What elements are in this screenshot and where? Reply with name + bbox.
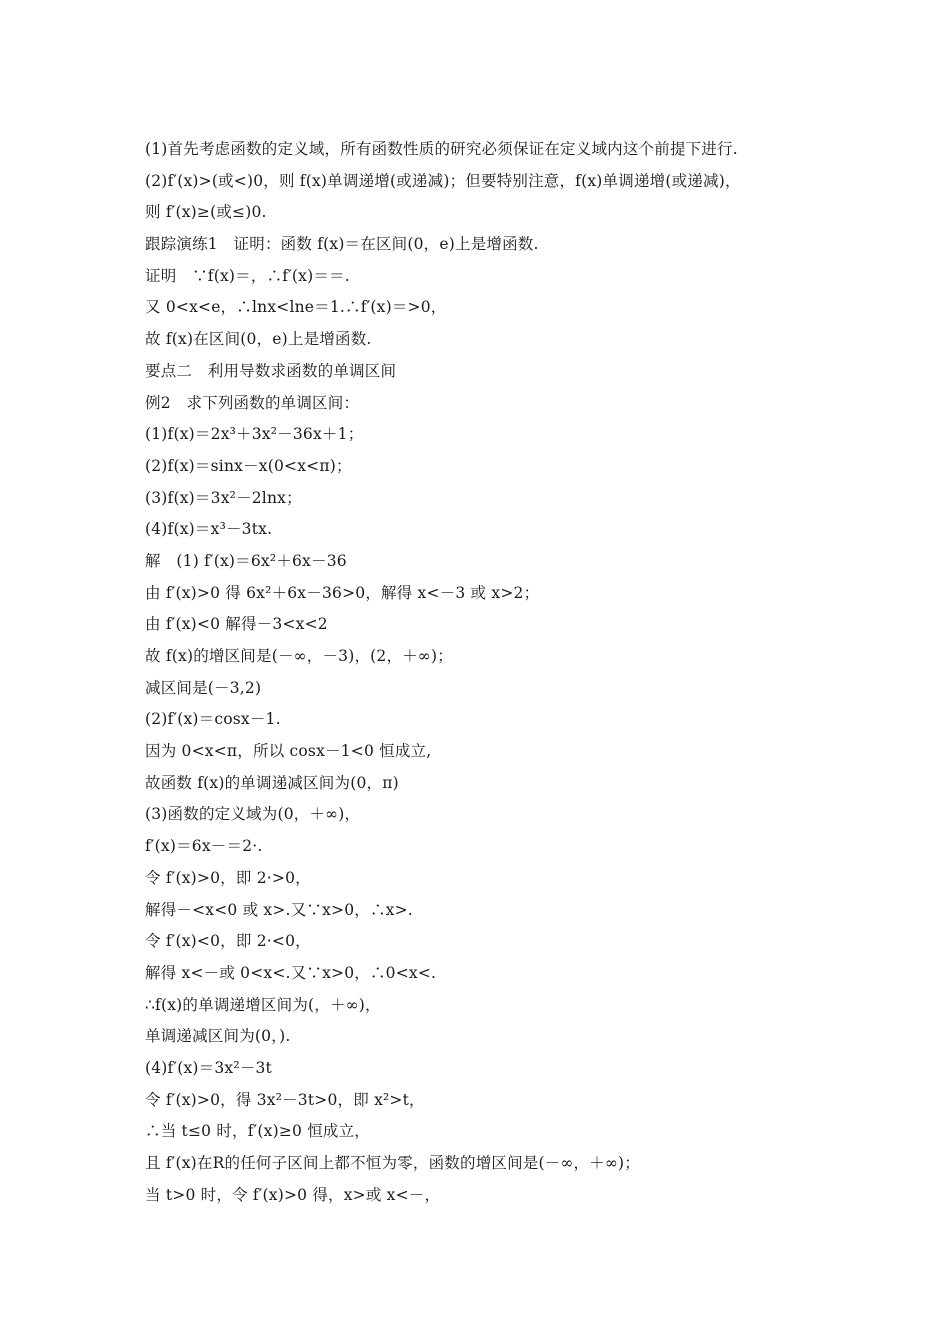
- text-line: (2)f′(x)＝cosx－1.: [145, 710, 281, 729]
- text-line: (4)f(x)＝x³－3tx.: [145, 520, 273, 539]
- text-line: 故 f(x)在区间(0，e)上是增函数.: [145, 330, 372, 349]
- text-line: (2)f′(x)>(或<)0，则 f(x)单调递增(或递减)；但要特别注意，f(x)单调递增(或递减)，: [145, 171, 741, 190]
- text-line: (3)函数的定义域为(0，＋∞)，: [145, 805, 361, 824]
- text-line: (1)f(x)＝2x³＋3x²－36x＋1；: [145, 425, 364, 444]
- text-line: (1)首先考虑函数的定义域，所有函数性质的研究必须保证在定义域内这个前提下进行.: [145, 140, 738, 158]
- text-line: (2)f(x)＝sinx－x(0<x<π)；: [145, 456, 352, 475]
- text-line: 跟踪演练1 证明：函数 f(x)＝在区间(0，e)上是增函数.: [145, 235, 539, 254]
- text-line: 故 f(x)的增区间是(－∞，－3)，(2，＋∞)；: [145, 647, 453, 665]
- text-line: ∴当 t≤0 时，f′(x)≥0 恒成立，: [145, 1122, 370, 1141]
- text-line: 则 f′(x)≥(或≤)0.: [145, 203, 267, 222]
- text-line: 解得 x<－或 0<x<.又∵x>0，∴0<x<.: [145, 963, 437, 982]
- text-line: 当 t>0 时，令 f′(x)>0 得，x>或 x<－，: [145, 1185, 441, 1204]
- text-line: 因为 0<x<π，所以 cosx－1<0 恒成立,: [145, 742, 432, 761]
- text-line: f′(x)＝6x－＝2·.: [145, 837, 263, 856]
- text-line: 减区间是(－3,2): [145, 678, 262, 697]
- text-line: 解得－<x<0 或 x>.又∵x>0，∴x>.: [145, 900, 413, 919]
- text-line: 故函数 f(x)的单调递减区间为(0，π): [145, 773, 399, 792]
- text-line: 由 f′(x)<0 解得－3<x<2: [145, 615, 328, 634]
- text-line: 又 0<x<e，∴lnx<lne＝1.∴f′(x)＝>0，: [145, 298, 447, 317]
- text-line: 由 f′(x)>0 得 6x²＋6x－36>0，解得 x<－3 或 x>2；: [145, 583, 540, 602]
- text-line: 且 f′(x)在R的任何子区间上都不恒为零，函数的增区间是(－∞，＋∞)；: [145, 1154, 641, 1172]
- text-line: (3)f(x)＝3x²－2lnx；: [145, 488, 302, 507]
- text-line: 证明 ∵f(x)＝，∴f′(x)＝＝.: [145, 266, 350, 285]
- text-line: 令 f′(x)<0，即 2·<0，: [145, 932, 311, 951]
- example-heading: 例2 求下列函数的单调区间：: [145, 393, 360, 412]
- text-line: 令 f′(x)>0，即 2·>0，: [145, 868, 311, 887]
- text-line: 令 f′(x)>0，得 3x²－3t>0，即 x²>t，: [145, 1090, 425, 1109]
- text-line: 单调递减区间为(0，).: [145, 1027, 291, 1046]
- section-heading: 要点二 利用导数求函数的单调区间: [145, 361, 397, 380]
- text-line: 解 (1) f′(x)＝6x²＋6x－36: [145, 551, 347, 570]
- text-line: (4)f′(x)＝3x²－3t: [145, 1058, 272, 1077]
- text-line: ∴f(x)的单调递增区间为(，＋∞)，: [145, 995, 381, 1014]
- document-body: [145, 134, 825, 1211]
